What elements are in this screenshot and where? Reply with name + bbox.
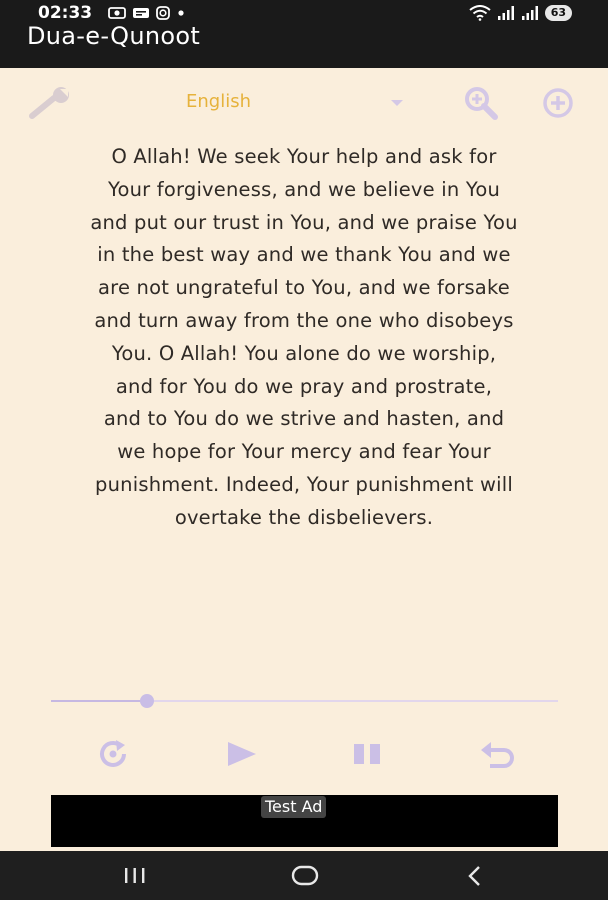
wrench-icon[interactable]	[28, 86, 76, 120]
seek-progress	[51, 700, 147, 702]
player-controls	[0, 736, 608, 772]
back-icon[interactable]	[462, 863, 488, 889]
instagram-icon	[156, 6, 170, 20]
language-selected-value: English	[186, 91, 251, 112]
zoom-in-icon[interactable]	[462, 86, 502, 120]
play-icon[interactable]	[224, 736, 260, 772]
wifi-icon	[469, 5, 491, 21]
ad-banner[interactable]	[51, 795, 558, 847]
status-time: 02:33	[38, 3, 93, 23]
dot-icon	[176, 6, 186, 20]
recent-apps-icon[interactable]	[120, 863, 150, 889]
home-icon[interactable]	[289, 863, 321, 889]
status-icons-left	[108, 6, 186, 20]
app-title: Dua-e-Qunoot	[27, 22, 201, 50]
add-circle-icon[interactable]	[538, 88, 578, 118]
signal-icon	[497, 5, 515, 21]
app-bar	[0, 22, 608, 68]
audio-seek-slider[interactable]	[51, 691, 558, 711]
undo-icon[interactable]	[478, 736, 518, 772]
screen-record-icon	[108, 6, 126, 20]
notification-card-icon	[132, 6, 150, 20]
battery-indicator: 63	[545, 5, 572, 21]
status-icons-right	[469, 5, 572, 21]
chevron-down-icon	[390, 99, 404, 107]
pause-icon[interactable]	[352, 736, 386, 772]
replay-icon[interactable]	[94, 736, 134, 772]
ad-label: Test Ad	[261, 796, 326, 818]
language-select[interactable]	[186, 91, 408, 115]
signal-icon-2	[521, 5, 539, 21]
system-nav-bar	[0, 851, 608, 900]
seek-thumb[interactable]	[140, 694, 154, 708]
dua-translation-text: O Allah! We seek Your help and ask for Your forgiveness, and we believe in You and put our trust in You, and we praise You in the best way and we thank You and we are not ungrateful to You, and we forsake and turn away from the one who disobeys You. O Allah! You alone do we worship, and for You do we pray and prostrate, and to You do we strive and hasten, and we hope for Your mercy and fear Your punishment. Indeed, Your punishment will overtake the disbelievers.	[90, 145, 518, 529]
